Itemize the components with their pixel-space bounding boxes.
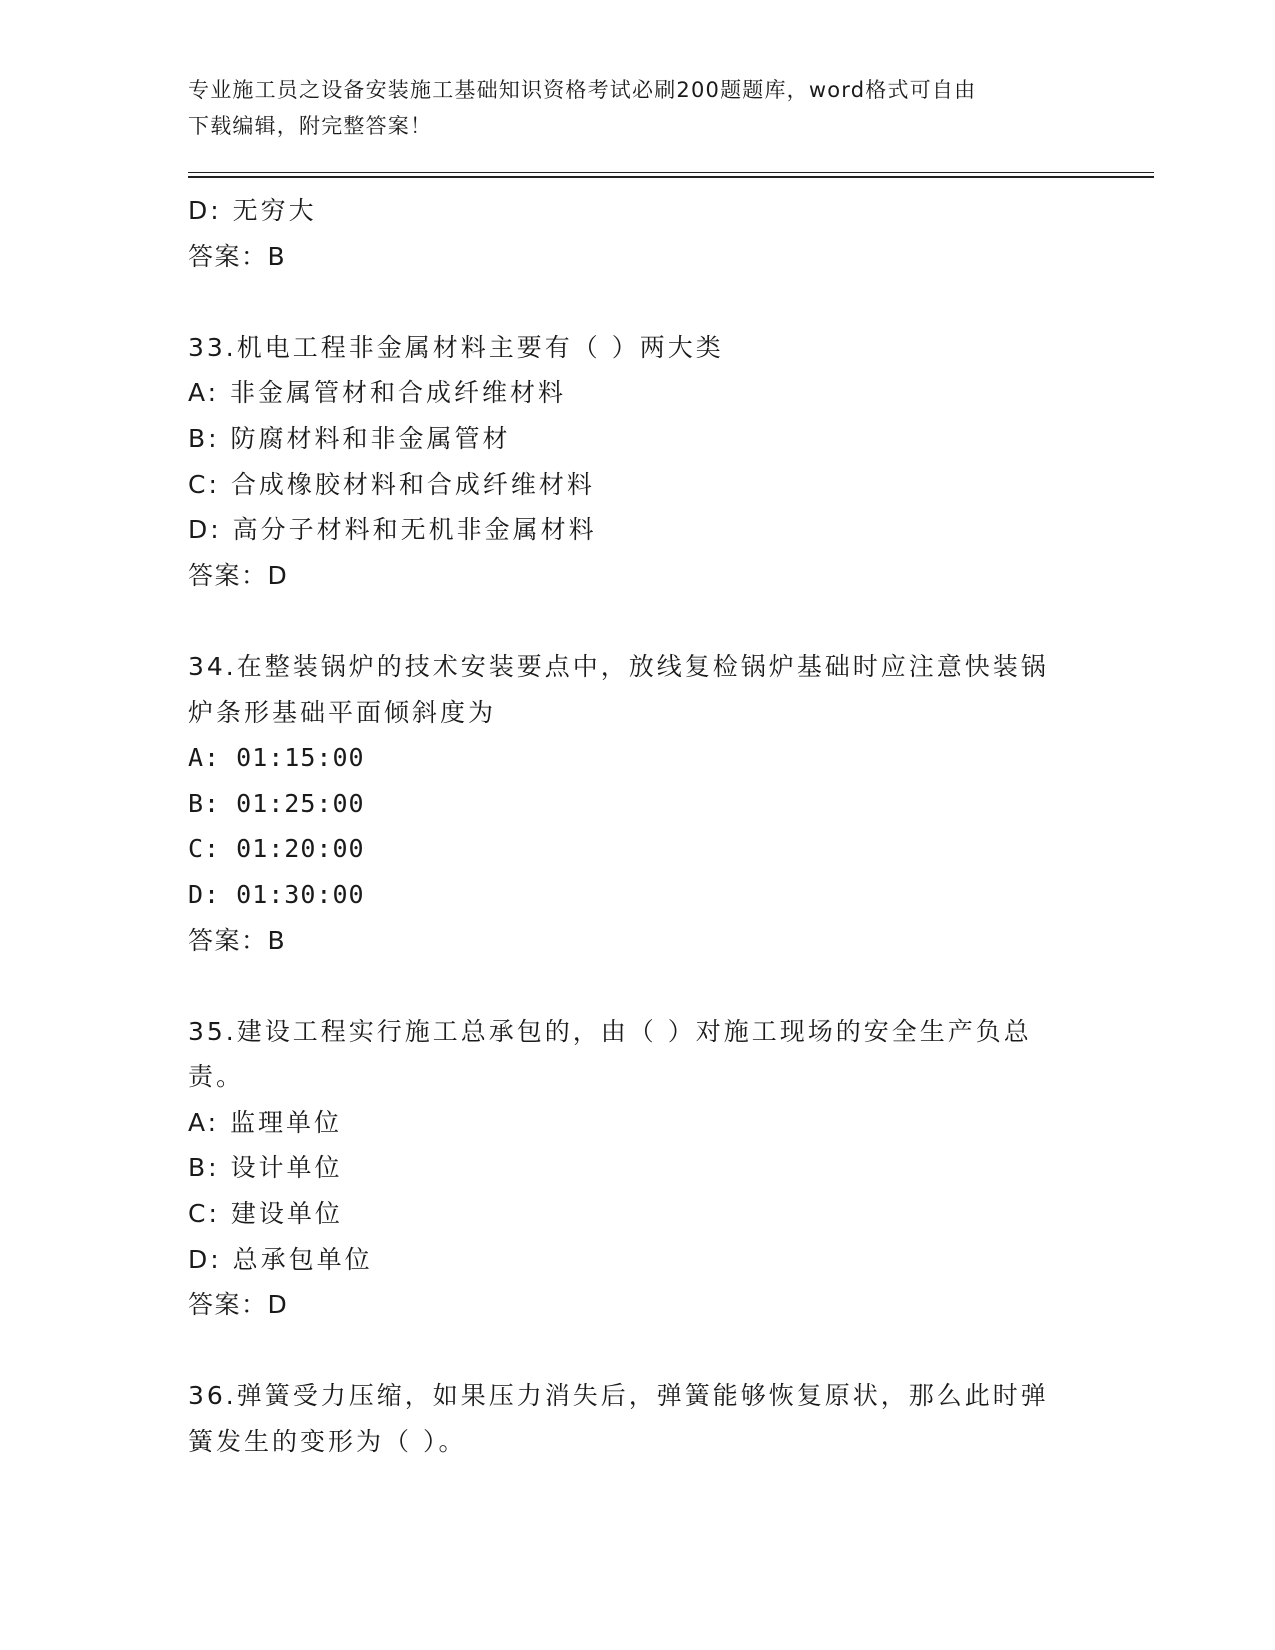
header-divider-thin (188, 172, 1154, 173)
answer-line: 答案：D (188, 560, 289, 590)
question-text-line-1: 35.建设工程实行施工总承包的，由（ ）对施工现场的安全生产负总 (188, 1016, 1032, 1046)
question-text-line-2: 簧发生的变形为（ ）。 (188, 1427, 467, 1457)
option-b: B: 01:25:00 (188, 788, 365, 818)
option-a: A: 非金属管材和合成纤维材料 (188, 378, 567, 408)
header-line-1: 专业施工员之设备安装施工基础知识资格考试必刷200题题库，word格式可自由 (188, 78, 977, 102)
option-d: D: 高分子材料和无机非金属材料 (188, 515, 597, 545)
question-text-line-2: 责。 (188, 1062, 245, 1092)
answer-line: 答案：B (188, 241, 287, 271)
question-text-line-1: 34.在整装锅炉的技术安装要点中，放线复检锅炉基础时应注意快装锅 (188, 651, 1049, 681)
question-33 (188, 325, 1088, 599)
spacer (188, 279, 1088, 325)
document-header (188, 72, 1068, 144)
answer-line: 答案：B (188, 925, 287, 955)
previous-question-fragment (188, 188, 1088, 279)
header-line-2: 下载编辑，附完整答案！ (188, 114, 433, 138)
option-b: B: 防腐材料和非金属管材 (188, 423, 511, 453)
option-c: C: 建设单位 (188, 1199, 343, 1229)
question-34 (188, 644, 1088, 963)
question-text: 33.机电工程非金属材料主要有（ ）两大类 (188, 332, 724, 362)
header-divider-thick (188, 176, 1154, 178)
option-d: D: 总承包单位 (188, 1244, 373, 1274)
question-list (188, 188, 1088, 1465)
option-c: C: 合成橡胶材料和合成纤维材料 (188, 469, 595, 499)
option-c: C: 01:20:00 (188, 834, 365, 864)
question-text-line-1: 36.弹簧受力压缩，如果压力消失后，弹簧能够恢复原状，那么此时弹 (188, 1381, 1049, 1411)
option-d: D: 无穷大 (188, 196, 317, 225)
option-b: B: 设计单位 (188, 1153, 343, 1183)
question-36 (188, 1373, 1088, 1464)
question-35 (188, 1009, 1088, 1328)
answer-line: 答案：D (188, 1290, 289, 1320)
spacer (188, 1328, 1088, 1374)
question-text-line-2: 炉条形基础平面倾斜度为 (188, 697, 497, 727)
option-a: A: 监理单位 (188, 1107, 343, 1137)
option-a: A: 01:15:00 (188, 743, 365, 773)
option-d: D: 01:30:00 (188, 879, 365, 909)
spacer (188, 963, 1088, 1009)
spacer (188, 598, 1088, 644)
